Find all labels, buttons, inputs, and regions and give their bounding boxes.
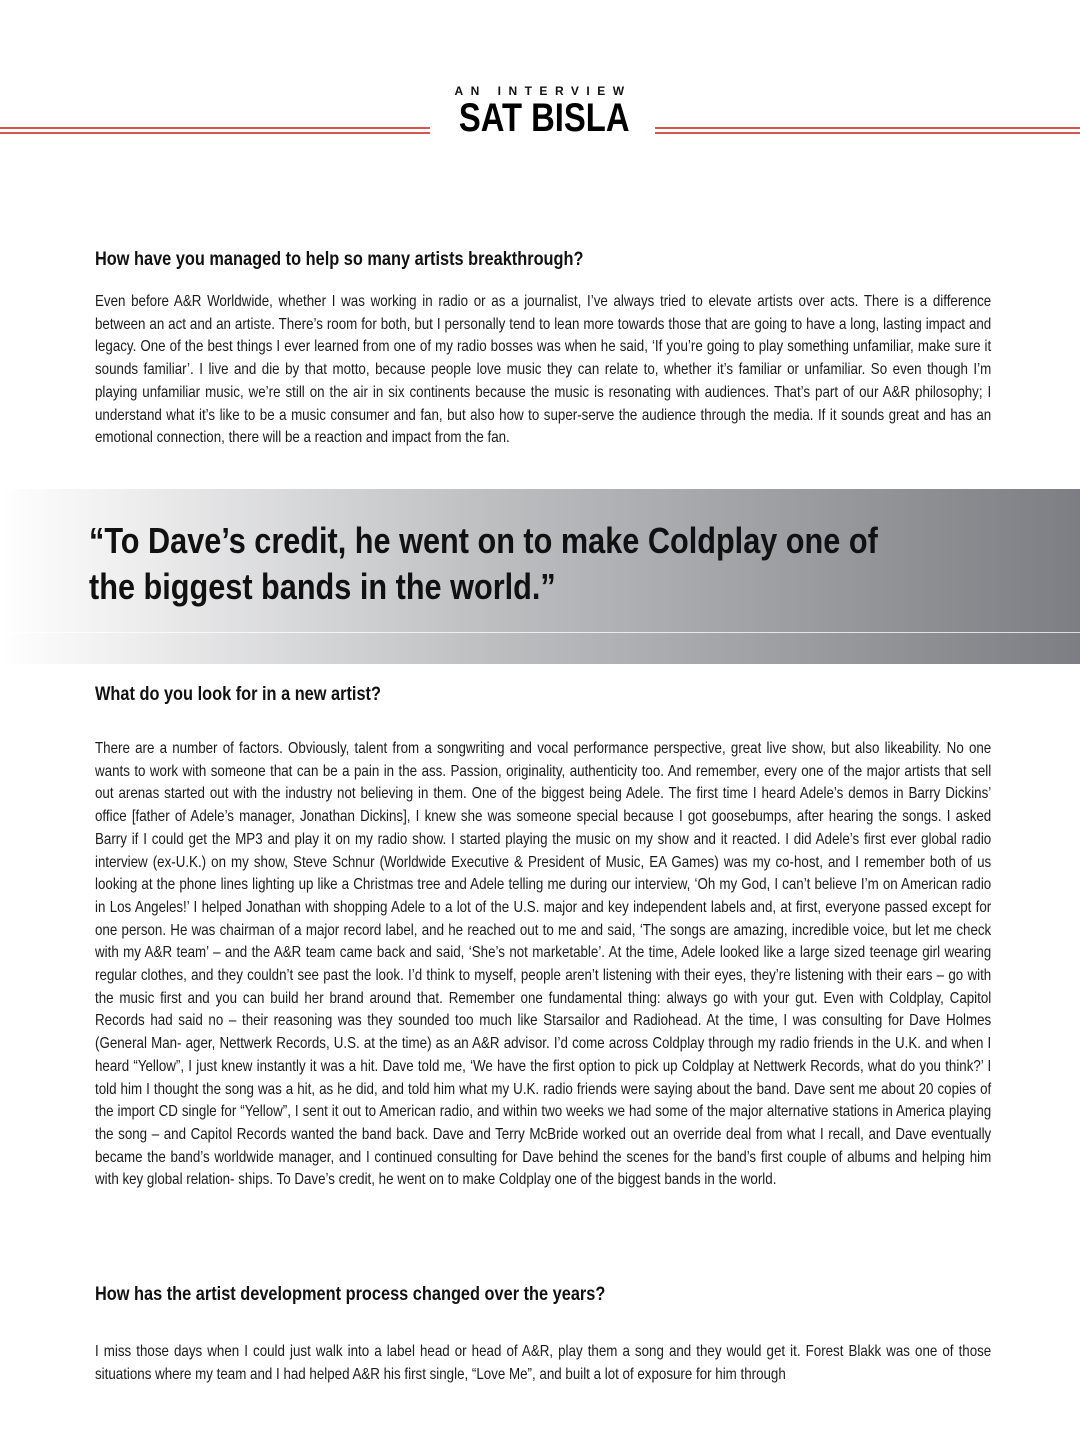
pullquote: “To Dave’s credit, he went on to make Coldplay one of the biggest bands in the world.” xyxy=(89,520,878,607)
page-header xyxy=(0,0,1080,150)
answer-3: I miss those days when I could just walk into a label head or head of A&R, play them a song and they would get it. Forest Blakk was one of those situations where my team and I had helped A&R his first single, “Love Me”, and built a lot of exposure for him through xyxy=(95,1343,992,1383)
question-2: What do you look for in a new artist? xyxy=(95,684,381,705)
page-title: SAT BISLA xyxy=(458,96,630,140)
answer-1: Even before A&R Worldwide, whether I was working in radio or as a journalist, I’ve always tried to elevate artists over acts. There is a difference between an act and an artiste. There’s room for both, but I personally tend to lean more towards those that are going to have a long, lasting impact and legacy. One of the best things I ever learned from one of my radio bosses was when he said, ‘If you’re going to play something unfamiliar, make sure it sounds familiar’. I live and die by that motto, because people love music they can relate to, whether it’s familiar or unfamiliar. So even though I’m playing unfamiliar music, we’re still on the air in six continents because the music is resonating with audiences. That’s part of our A&R philosophy; I understand what it’s like to be a music consumer and fan, but also how to super-serve the audience through the media. If it sounds great and has an emotional connection, there will be a reaction and impact from the fan. xyxy=(95,293,992,447)
header-kicker: AN INTERVIEW xyxy=(454,84,632,98)
answer-2: There are a number of factors. Obviously, talent from a songwriting and vocal performance perspective, great live show, but also likeability. No one wants to work with someone that can be a pain in the ass. Passion, originality, authenticity too. And remember, every one of the major artists that sell out arenas started out with the industry not believing in them. One of the biggest being Adele. The first time I heard Adele’s demos in Barry Dickins’ office [father of Adele’s manager, Jonathan Dickins], I knew she was someone special because I got goosebumps, after hearing the songs. I asked Barry if I could get the MP3 and play it on my radio show. I started playing the music on my show and it reacted. I did Adele’s first ever global radio interview (ex-U.K.) on my show, Steve Schnur (Worldwide Executive & President of Music, EA Games) was my co-host, and I remember both of us looking at the phone lines lighting up like a Christmas tree and Adele telling me during our interview, ‘Oh my God, I can’t believe I’m on American radio in Los Angeles!’ I helped Jonathan with shopping Adele to a lot of the U.S. major and key independent labels and, at first, everyone passed except for one person. He was chairman of a major record label, and he reached out to me and said, ‘The songs are amazing, incredible voice, but let me check with my A&R team’ – and the A&R team came back and said, ‘She’s not marketable’. At the time, Adele looked like a large sized teenage girl wearing regular clothes, and they couldn’t see past the look. I’d think to myself, people aren’t listening with their eyes, they’re listening with their ears – go with the music first and you can build her brand around that. Remember one fundamental thing: always go with your gut. Even with Coldplay, Capitol Records had said no – their reasoning was they sounded too much like Starsailor and Radiohead. At the time, I was consulting for Dave Holmes (General Man- ager, Nettwerk Records, U.S. at the time) as an A&R advisor. I’d come across Coldplay through my radio friends in the U.K. and when I heard “Yellow”, I just knew instantly it was a hit. Dave told me, ‘We have the first option to pick up Coldplay at Nettwerk Records, what do you think?’ I told him I thought the song was a hit, as he did, and told him what my U.K. radio friends were saying about the band. Dave sent me about 20 copies of the import CD single for “Yellow”, I sent it out to American radio, and within two weeks we had some of the major alternative stations in America playing the song – and Capitol Records wanted the band back. Dave and Terry McBride worked out an override deal from what I recall, and Dave eventually became the band’s worldwide manager, and I continued consulting for Dave behind the scenes for the band’s first couple of albums and helping him with key global relation- ships. To Dave’s credit, he went on to make Coldplay one of the biggest bands in the world. xyxy=(95,740,992,1189)
question-1: How have you managed to help so many artists breakthrough? xyxy=(95,249,584,270)
pullquote-divider xyxy=(0,632,1080,633)
question-3: How has the artist development process changed over the years? xyxy=(95,1284,606,1305)
